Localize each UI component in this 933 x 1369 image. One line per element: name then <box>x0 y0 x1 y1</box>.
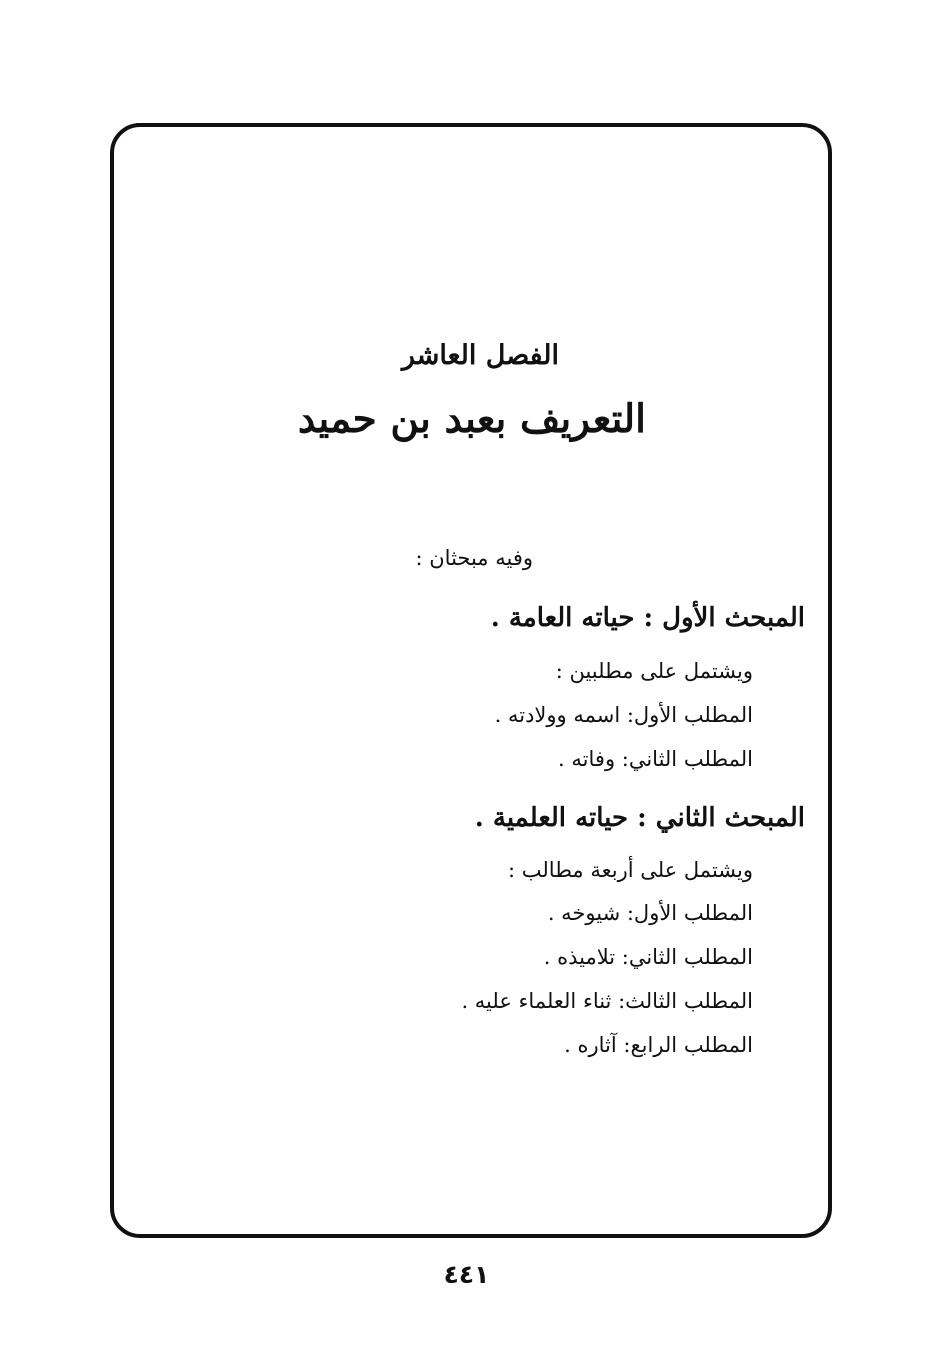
page-number: ٤٤١ <box>443 1260 490 1289</box>
chapter-title: التعريف بعبد بن حميد <box>297 396 646 442</box>
section-1-subsection-1: المطلب الأول: اسمه وولادته . <box>494 703 753 727</box>
section-2-subsection-2: المطلب الثاني: تلاميذه . <box>543 945 753 969</box>
chapter-label: الفصل العاشر <box>401 340 559 371</box>
section-2-subsection-3: المطلب الثالث: ثناء العلماء عليه . <box>461 989 753 1013</box>
section-heading-2: المبحث الثاني : حياته العلمية . <box>474 803 805 833</box>
section-heading-1: المبحث الأول : حياته العامة . <box>490 603 805 633</box>
section-1-summary: ويشتمل على مطلبين : <box>555 659 753 683</box>
section-2-subsection-4: المطلب الرابع: آثاره . <box>564 1033 753 1057</box>
intro-text: وفيه مبحثان : <box>415 546 533 570</box>
section-2-subsection-1: المطلب الأول: شيوخه . <box>547 901 753 925</box>
section-1-subsection-2: المطلب الثاني: وفاته . <box>558 747 753 771</box>
section-2-summary: ويشتمل على أربعة مطالب : <box>508 858 753 882</box>
